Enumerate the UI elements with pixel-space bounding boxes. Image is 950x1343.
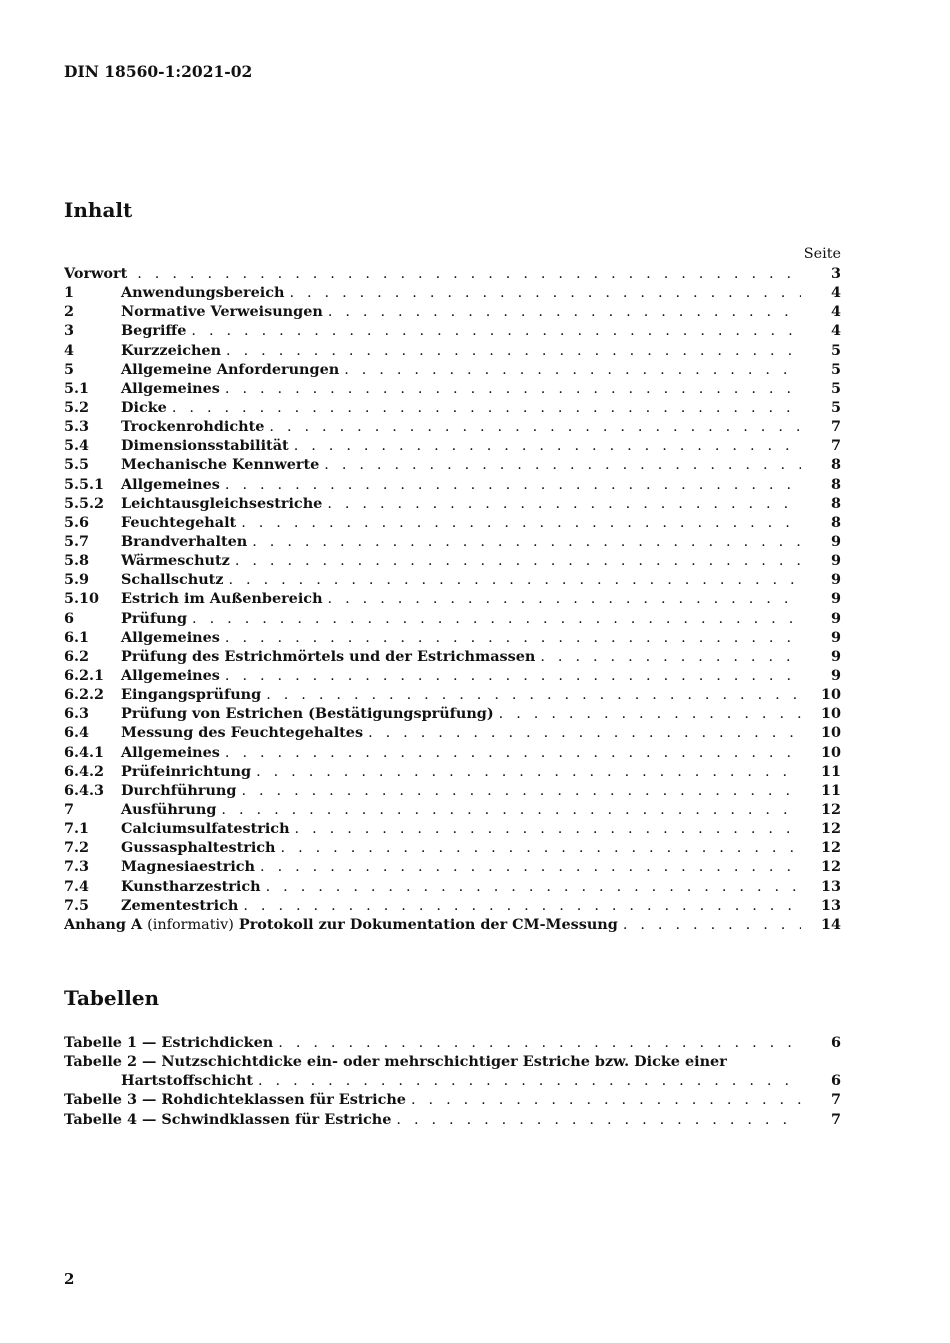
leader-dots [225, 744, 801, 762]
toc-entry-page: 4 [830, 303, 841, 321]
annex-type: (informativ) [147, 916, 234, 933]
leader-dots [294, 437, 801, 455]
toc-entry-page: 11 [820, 781, 841, 799]
toc-entry-number: 5.6 [64, 513, 90, 531]
toc-entry-page: 4 [830, 322, 841, 340]
leader-dots [368, 724, 801, 742]
toc-entry-number: 6.4.3 [64, 781, 105, 799]
toc-entry-page: 9 [830, 647, 841, 665]
leader-dots [241, 514, 801, 532]
toc-entry-title: Anwendungsbereich [121, 284, 285, 302]
toc-entry[interactable] [64, 704, 841, 723]
toc-entry-page: 10 [820, 724, 841, 742]
toc-entry-number: 5.7 [64, 532, 90, 550]
leader-dots [540, 648, 801, 666]
toc-entry[interactable] [64, 838, 841, 857]
toc-entry-number: 5.9 [64, 571, 90, 589]
leader-dots [192, 610, 801, 628]
toc-entry-page: 4 [830, 284, 841, 302]
toc-entry-title: Messung des Feuchtegehaltes [121, 724, 364, 742]
leader-dots [225, 380, 801, 398]
toc-entry-page: 8 [830, 456, 841, 474]
toc-entry-title: Wärmeschutz [121, 552, 230, 570]
toc-entry-annex-a[interactable] [64, 915, 841, 934]
toc-entry-number: 6.2.1 [64, 666, 105, 684]
leader-dots [225, 629, 801, 647]
toc-entry[interactable] [64, 513, 841, 532]
toc-entry-title: Trockenrohdichte [121, 418, 265, 436]
toc-entry-page: 3 [830, 265, 841, 282]
leader-dots [623, 916, 801, 934]
toc-entry[interactable] [64, 494, 841, 513]
toc-entry-page: 9 [830, 609, 841, 627]
toc-entry[interactable] [64, 666, 841, 685]
toc-entry-page: 8 [830, 494, 841, 512]
toc-entry-number: 5 [64, 360, 75, 378]
toc-entry-number: 6.1 [64, 628, 90, 646]
toc-entry-number: 6 [64, 609, 75, 627]
toc-entry-title: Prüfung des Estrichmörtels und der Estrichmassen [121, 647, 536, 665]
toc-entry-title: Zementestrich [121, 896, 239, 914]
toc-entry-page: 10 [820, 686, 841, 704]
toc-entry-title: Vorwort [64, 265, 128, 282]
toc-entry-number: 5.1 [64, 379, 90, 397]
toc-entry-number: 7.3 [64, 858, 90, 876]
toc-entry-page: 10 [820, 743, 841, 761]
leader-dots [241, 782, 801, 800]
toc-entry-page: 14 [820, 915, 841, 933]
toc-entry[interactable] [64, 302, 841, 321]
toc-entry-number: 6.4.1 [64, 743, 105, 761]
toc-entry-number: 5.5 [64, 456, 90, 474]
toc-entry[interactable] [64, 379, 841, 398]
toc-entry-number: 6.2.2 [64, 686, 105, 704]
toc-entry-number: 3 [64, 322, 75, 340]
toc-entry-page: 9 [830, 552, 841, 570]
toc-entry-number: 6.4 [64, 724, 90, 742]
toc-entry[interactable] [64, 609, 841, 628]
leader-dots [499, 705, 801, 723]
leader-dots [252, 533, 801, 551]
toc-entry-title: Mechanische Kennwerte [121, 456, 320, 474]
toc-entry-page: 11 [820, 762, 841, 780]
toc-entry[interactable] [64, 896, 841, 915]
toc-entry-title: Ausführung [121, 800, 217, 818]
toc-entry[interactable] [64, 398, 841, 417]
toc-entry-page: 8 [830, 513, 841, 531]
toc-entry-title: Allgemeine Anforderungen [121, 360, 340, 378]
toc-entry[interactable] [64, 762, 841, 781]
toc-entry-title: Dimensionsstabilität [121, 437, 289, 455]
leader-dots [226, 342, 801, 360]
toc-entry-title: Brandverhalten [121, 532, 248, 550]
toc-entry[interactable] [64, 857, 841, 876]
toc-entry[interactable] [64, 781, 841, 800]
toc-entry-number: 5.2 [64, 398, 90, 416]
toc-entry-page: 7 [830, 418, 841, 436]
toc-entry[interactable] [64, 283, 841, 302]
leader-dots [221, 801, 801, 819]
toc-entry[interactable] [64, 800, 841, 819]
toc-entry-page: 12 [820, 839, 841, 857]
page-number: 2 [64, 1270, 75, 1288]
leader-dots [411, 1091, 801, 1109]
toc-entry-number: 5.10 [64, 590, 100, 608]
toc-entry-title: Schallschutz [121, 571, 224, 589]
toc-entry-number: 7 [64, 800, 75, 818]
toc-entry-page: 9 [830, 666, 841, 684]
table-entry-page: 7 [830, 1091, 841, 1109]
table-entry-title: Tabelle 1 — Estrichdicken [64, 1034, 274, 1051]
toc-entry-page: 5 [830, 341, 841, 359]
table-entry-page: 7 [830, 1110, 841, 1128]
leader-dots [289, 284, 801, 302]
toc-entry-title: Feuchtegehalt [121, 513, 237, 531]
table-entry-title: Hartstoffschicht [121, 1072, 253, 1090]
leader-dots [269, 418, 801, 436]
toc-entry-title: Durchführung [121, 781, 237, 799]
toc-entry-title [64, 915, 623, 934]
toc-entry-number: 5.5.1 [64, 475, 105, 493]
toc-entry-title: Dicke [121, 398, 167, 416]
toc-entry-number: 6.4.2 [64, 762, 105, 780]
toc-entry-page: 10 [820, 705, 841, 723]
toc-entry-title: Leichtausgleichsestriche [121, 494, 323, 512]
table-entry[interactable] [64, 1071, 841, 1090]
toc-entry-number: 5.3 [64, 418, 90, 436]
toc-entry-number: 7.5 [64, 896, 90, 914]
leader-dots [258, 1072, 801, 1090]
toc-entry[interactable] [64, 321, 841, 340]
leader-dots [235, 552, 801, 570]
table-entry[interactable] [64, 1033, 841, 1052]
leader-dots [225, 476, 801, 494]
toc-entry-page: 13 [820, 896, 841, 914]
toc-entry[interactable] [64, 685, 841, 704]
table-entry-line1[interactable]: Tabelle 2 — Nutzschichtdicke ein- oder mehrschichtiger Estriche bzw. Dicke einer [64, 1053, 727, 1071]
toc-entry[interactable] [64, 532, 841, 551]
leader-dots [324, 456, 801, 474]
toc-entry-number: 5.8 [64, 552, 90, 570]
toc-entry-page: 12 [820, 820, 841, 838]
toc-entry-title: Allgemeines [121, 628, 220, 646]
table-entry-page: 6 [830, 1072, 841, 1090]
toc-entry[interactable] [64, 570, 841, 589]
toc-entry-number: 7.2 [64, 839, 90, 857]
toc-entry-page: 9 [830, 590, 841, 608]
leader-dots [396, 1111, 801, 1129]
toc-entry[interactable] [64, 436, 841, 455]
toc-entry[interactable] [64, 819, 841, 838]
list-of-tables [64, 1033, 841, 1129]
leader-dots [256, 763, 801, 781]
toc-entry[interactable] [64, 628, 841, 647]
toc-entry-page: 5 [830, 360, 841, 378]
annex-label: Anhang A [64, 915, 143, 933]
leader-dots [328, 303, 801, 321]
toc-entry-page: 9 [830, 628, 841, 646]
toc-entry-page: 13 [820, 877, 841, 895]
toc-entry-page: 7 [830, 437, 841, 455]
toc-entry-title: Prüfeinrichtung [121, 762, 252, 780]
leader-dots [260, 858, 801, 876]
leader-dots [266, 686, 801, 704]
toc-entry-number: 6.3 [64, 705, 90, 723]
toc-entry-title: Eingangsprüfung [121, 686, 262, 704]
toc-entry-title: Magnesiaestrich [121, 858, 256, 876]
toc-entry-number: 7.1 [64, 820, 90, 838]
leader-dots [327, 495, 801, 513]
leader-dots [243, 897, 801, 915]
toc-entry[interactable] [64, 341, 841, 360]
toc-entry-page: 12 [820, 800, 841, 818]
leader-dots [191, 322, 801, 340]
leader-dots [137, 265, 801, 283]
toc-entry-title: Prüfung [121, 609, 188, 627]
leader-dots [281, 839, 801, 857]
toc-entry-number: 2 [64, 303, 75, 321]
toc-entry-number: 5.5.2 [64, 494, 105, 512]
toc-entry-page: 5 [830, 398, 841, 416]
leader-dots [172, 399, 801, 417]
toc-entry-number: 1 [64, 284, 75, 302]
toc-entry[interactable] [64, 455, 841, 474]
table-entry-title: Tabelle 4 — Schwindklassen für Estriche [64, 1110, 392, 1128]
toc-entry-page: 9 [830, 571, 841, 589]
toc-entry[interactable] [64, 360, 841, 379]
toc-entry-number: 4 [64, 341, 75, 359]
toc-entry-page: 5 [830, 379, 841, 397]
toc-entry[interactable] [64, 743, 841, 762]
leader-dots [328, 590, 801, 608]
toc-entry-title: Allgemeines [121, 475, 220, 493]
toc-entry-page: 12 [820, 858, 841, 876]
toc-entry-vorwort[interactable] [64, 264, 841, 283]
toc-entry[interactable] [64, 417, 841, 436]
table-entry[interactable] [64, 1110, 841, 1129]
toc-entry[interactable] [64, 723, 841, 742]
toc-entry[interactable] [64, 551, 841, 570]
annex-title: Protokoll zur Dokumentation der CM-Messung [238, 915, 618, 933]
toc-entry-number: 5.4 [64, 437, 90, 455]
toc-entry-title: Allgemeines [121, 379, 220, 397]
tables-heading: Tabellen [64, 986, 160, 1010]
toc-entry-title: Begriffe [121, 322, 187, 340]
toc-entry[interactable] [64, 647, 841, 666]
toc-entry[interactable] [64, 877, 841, 896]
toc-entry[interactable] [64, 475, 841, 494]
leader-dots [266, 878, 801, 896]
toc-entry-page: 9 [830, 532, 841, 550]
table-entry-title: Tabelle 3 — Rohdichteklassen für Estriche [64, 1091, 406, 1109]
document-id: DIN 18560-1:2021-02 [64, 62, 253, 81]
toc-entry-title: Kunstharzestrich [121, 877, 261, 895]
toc-entry-page: 8 [830, 475, 841, 493]
seite-label: Seite [803, 246, 841, 262]
toc-entry-number: 6.2 [64, 647, 90, 665]
table-entry[interactable] [64, 1090, 841, 1109]
toc-entry-title: Prüfung von Estrichen (Bestätigungsprüfung) [121, 705, 494, 723]
toc-entry-title: Gussasphaltestrich [121, 839, 276, 857]
table-entry-page: 6 [830, 1034, 841, 1051]
leader-dots [344, 361, 801, 379]
toc-entry-title: Kurzzeichen [121, 341, 222, 359]
leader-dots [228, 571, 801, 589]
toc-entry-title: Estrich im Außenbereich [121, 590, 323, 608]
leader-dots [225, 667, 801, 685]
leader-dots [278, 1034, 801, 1052]
contents-heading: Inhalt [64, 198, 133, 222]
toc-entry-title: Allgemeines [121, 666, 220, 684]
toc-entry[interactable] [64, 589, 841, 608]
toc-entry-title: Normative Verweisungen [121, 303, 323, 321]
toc-entry-title: Calciumsulfatestrich [121, 820, 290, 838]
toc-entry-title: Allgemeines [121, 743, 220, 761]
table-of-contents [64, 245, 841, 934]
leader-dots [295, 820, 801, 838]
toc-entry-number: 7.4 [64, 877, 90, 895]
